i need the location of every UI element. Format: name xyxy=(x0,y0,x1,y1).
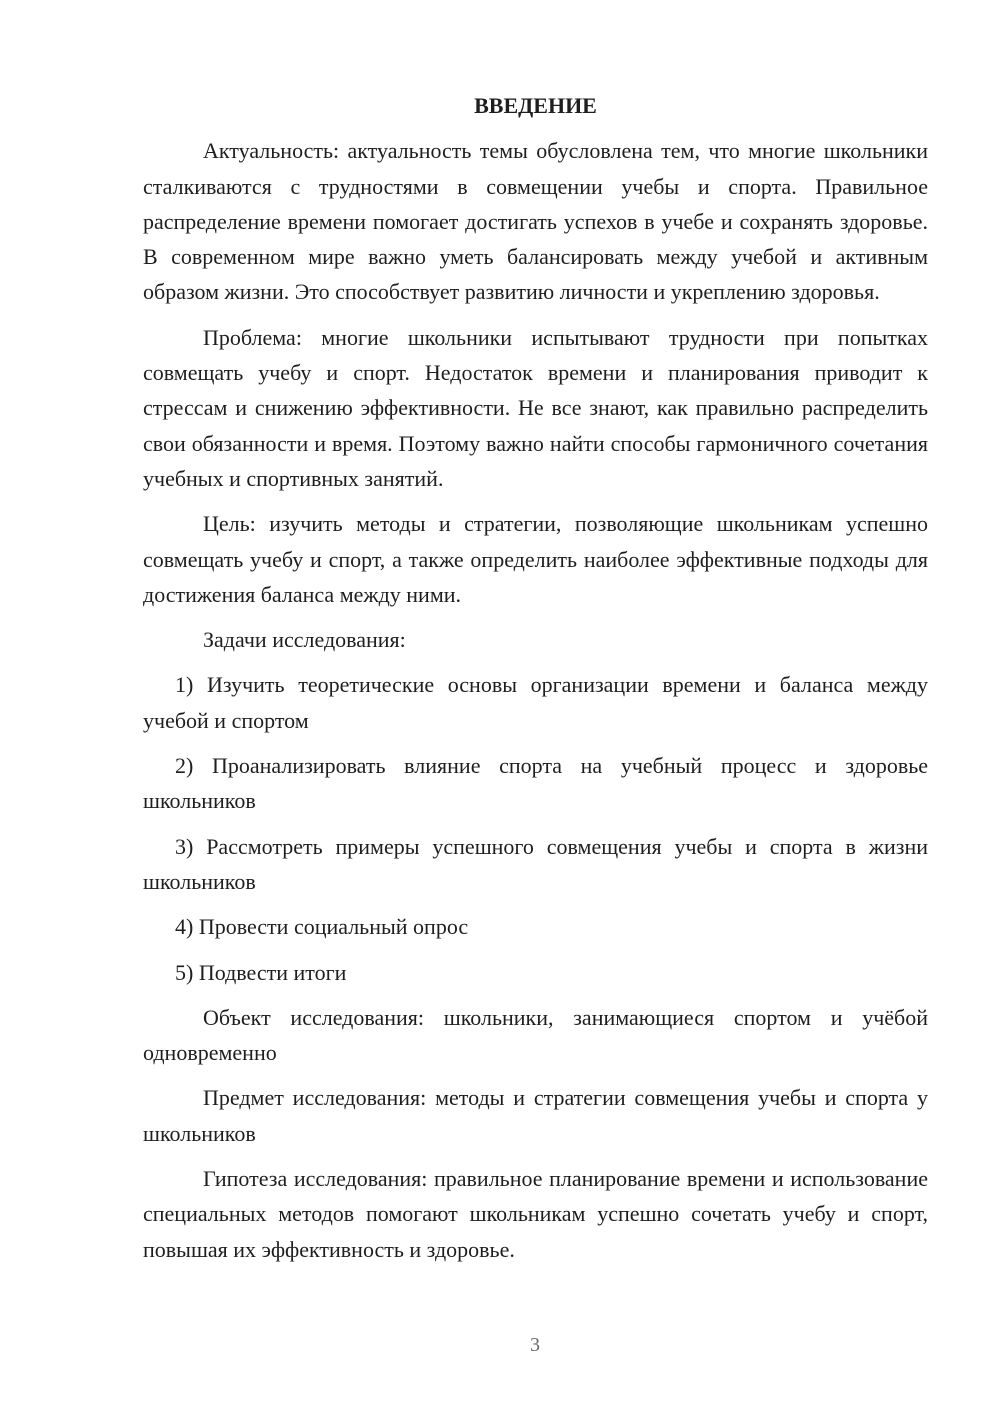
relevance-paragraph: Актуальность: актуальность темы обусловлена тем, что многие школьники сталкиваются с трудностями в совмещении учебы и спорта. Правильное распределение времени помогает достигать успехов в учебе и сохранять здоровье. В современном мире важно уметь балансировать между учебой и активным образом жизни. Это способствует развитию личности и укреплению здоровья. xyxy=(143,138,928,305)
task-item: 1) Изучить теоретические основы организации времени и баланса между учебой и спортом xyxy=(143,672,928,733)
page-number: 3 xyxy=(530,1334,540,1356)
problem-paragraph: Проблема: многие школьники испытывают трудности при попытках совмещать учебу и спорт. Недостаток времени и планирования приводит к стрессам и снижению эффективности. Не все знают, как правильно распределить свои обязанности и время. Поэтому важно найти способы гармоничного сочетания учебных и спортивных занятий. xyxy=(143,324,928,491)
goal-paragraph: Цель: изучить методы и стратегии, позволяющие школьникам успешно совмещать учебу и спорт, а также определить наиболее эффективные подходы для достижения баланса между ними. xyxy=(143,511,928,607)
object-paragraph: Объект исследования: школьники, занимающиеся спортом и учёбой одновременно xyxy=(143,1004,928,1066)
subject-paragraph: Предмет исследования: методы и стратегии совмещения учебы и спорта у школьников xyxy=(143,1085,928,1146)
section-heading: ВВЕДЕНИЕ xyxy=(474,93,597,118)
tasks-title: Задачи исследования: xyxy=(203,627,406,653)
task-item: 5) Подвести итоги xyxy=(175,959,347,985)
page-content xyxy=(143,88,928,1277)
hypothesis-paragraph: Гипотеза исследования: правильное планирование времени и использование специальных методов помогают школьникам успешно сочетать учебу и спорт, повышая их эффективность и здоровье. xyxy=(143,1166,928,1262)
task-item: 3) Рассмотреть примеры успешного совмещения учебы и спорта в жизни школьников xyxy=(143,833,928,894)
task-item: 4) Провести социальный опрос xyxy=(175,914,469,940)
task-item: 2) Проанализировать влияние спорта на учебный процесс и здоровье школьников xyxy=(143,753,928,814)
